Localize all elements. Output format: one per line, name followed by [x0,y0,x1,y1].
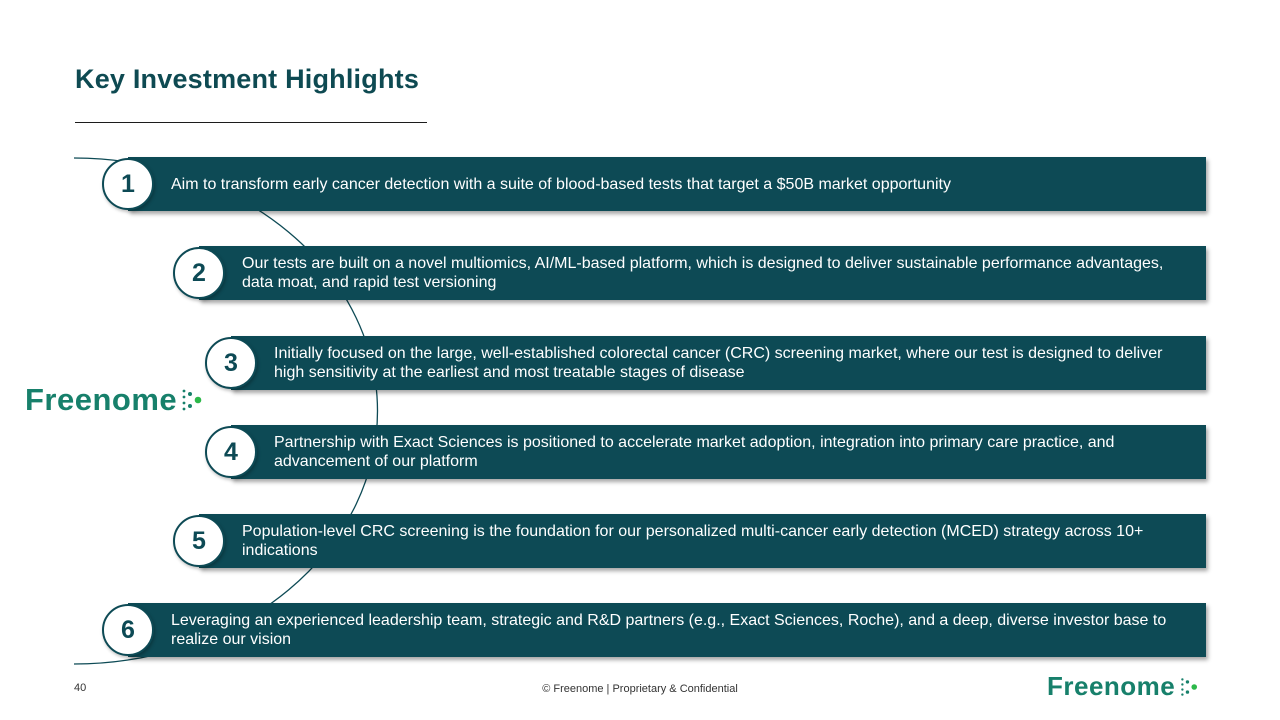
highlight-text-1: Aim to transform early cancer detection with a suite of blood-based tests that target a $50B market opportunity [171,175,951,193]
highlight-bar-6 [128,603,1206,657]
page-number: 40 [74,682,87,694]
highlight-bar-5 [199,514,1206,568]
highlight-text-3: Initially focused on the large, well-established colorectal cancer (CRC) screening market, where our test is designed to deliver high sensitivity at the earliest and most treatable stages of disease [274,345,1163,381]
highlight-text-6: Leveraging an experienced leadership team, strategic and R&D partners (e.g., Exact Sciences, Roche), and a deep, diverse investor base to realize our vision [171,612,1167,648]
logo-wordmark: Freenome [25,382,178,417]
freenome-logo [25,382,204,418]
highlight-number-6: 6 [102,604,154,656]
highlight-text-2: Our tests are built on a novel multiomics, AI/ML-based platform, which is designed to deliver sustainable performance advantages, data moat, and rapid test versioning [242,255,1164,291]
footer-logo [1047,671,1200,702]
page-title: Key Investment Highlights [75,64,420,94]
logo-dots-icon [182,387,204,413]
highlight-number-1: 1 [102,158,154,210]
highlight-number-4: 4 [205,426,257,478]
highlight-text-5: Population-level CRC screening is the foundation for our personalized multi-cancer early detection (MCED) strategy across 10+ indications [242,523,1144,559]
footer-logo-wordmark: Freenome [1047,671,1176,701]
highlight-number-5: 5 [173,515,225,567]
highlight-bar-3 [231,336,1206,390]
highlight-bar-4 [231,425,1206,479]
highlight-bar-2 [199,246,1206,300]
footer-logo-dots-icon [1180,676,1200,698]
highlight-text-4: Partnership with Exact Sciences is positioned to accelerate market adoption, integration into primary care practice, and advancement of our platform [274,434,1115,470]
highlight-number-2: 2 [173,247,225,299]
highlight-number-3: 3 [205,337,257,389]
highlight-bar-1 [128,157,1206,211]
footer-confidential: © Freenome | Proprietary & Confidential [542,683,738,695]
